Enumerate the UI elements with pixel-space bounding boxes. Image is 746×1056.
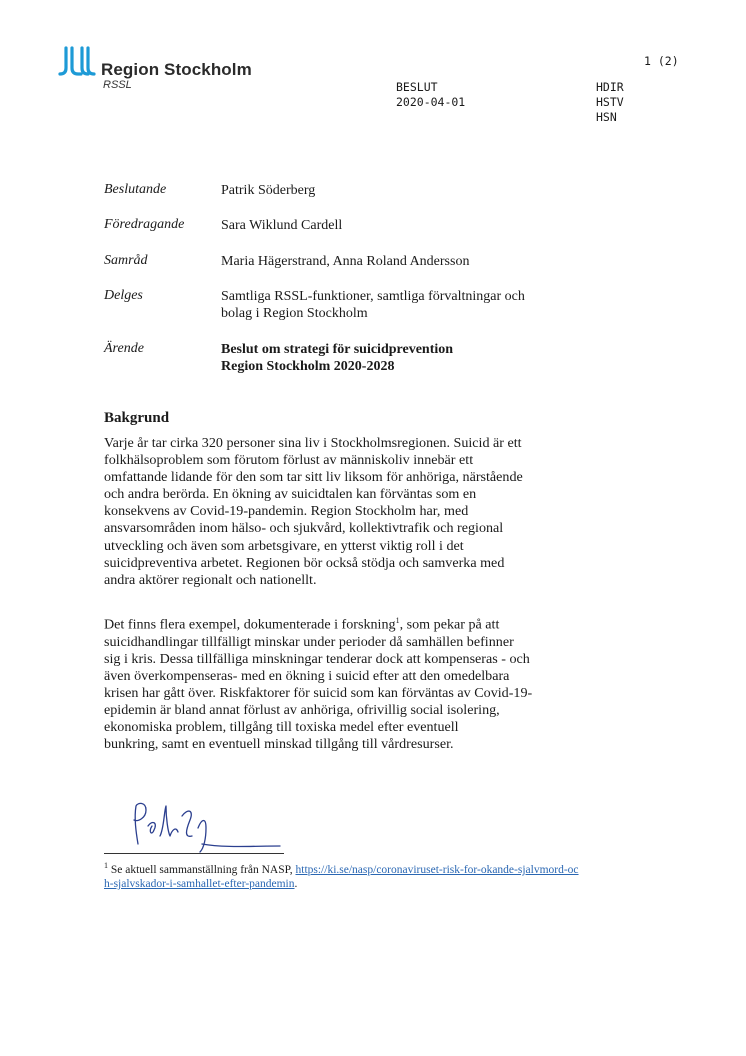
- section-title-bakgrund: Bakgrund: [104, 410, 170, 426]
- foredragande-label: Föredragande: [104, 217, 185, 232]
- footnote-reference[interactable]: 1: [395, 616, 400, 625]
- recipient: HSTV: [596, 95, 624, 109]
- beslutande-value: Patrik Söderberg: [221, 183, 316, 198]
- recipients-block: [596, 80, 624, 125]
- footnote-trailing: .: [294, 878, 298, 891]
- document-type-block: [396, 80, 465, 110]
- footnote-text: Se aktuell sammanställning från NASP,: [108, 863, 296, 876]
- recipient: HSN: [596, 110, 617, 124]
- samrad-value: Maria Hägerstrand, Anna Roland Andersson: [221, 254, 470, 269]
- logo-text: Region Stockholm: [101, 60, 252, 79]
- paragraph-2-part-1: Det finns flera exempel, dokumenterade i forskning: [104, 616, 396, 633]
- arende-line-1: Beslut om strategi för suicidprevention: [221, 342, 454, 357]
- footnote-marker: 1: [104, 861, 108, 870]
- arende-label: Ärende: [104, 341, 144, 356]
- arende-value: [221, 341, 581, 375]
- region-stockholm-logo-icon: [57, 46, 97, 78]
- footnote-divider: [104, 853, 284, 854]
- delges-value: Samtliga RSSL-funktioner, samtliga förvaltningar och bolag i Region Stockholm: [221, 289, 525, 321]
- foredragande-value: Sara Wiklund Cardell: [221, 218, 343, 233]
- arende-line-2: Region Stockholm 2020-2028: [221, 359, 395, 374]
- document-date: 2020-04-01: [396, 95, 466, 109]
- recipient: HDIR: [596, 80, 624, 94]
- paragraph-2: [104, 612, 574, 753]
- paragraph-2-part-2: , som pekar på att suicidhandlingar tillfälligt minskar under perioder då samhällen befinner sig i kris. Dessa tillfälliga minskningar tenderar dock att kompenseras - och även överkompenseras- med en ökning i suicid efter att den omedelbara krisen har gått över. Riskfaktorer för suicid som kan förväntas av Covid-19- epidemin är bland annat förlust av anhöriga, ofrivillig social isolering, ekonomiska problem, tillgång till toxiska medel efter eventuell bunkring, samt en eventuell minskad tillgång till vårdresurser.: [104, 616, 533, 753]
- document-type: BESLUT: [396, 80, 438, 94]
- footnote-link[interactable]: https://ki.se/nasp/coronaviruset-risk-for-okande-sjalvmord-och-sjalvskador-i-samhallet-efter-pandemin: [104, 863, 579, 891]
- beslutande-label: Beslutande: [104, 182, 167, 197]
- footnote: [104, 859, 584, 892]
- handwritten-signature: [124, 798, 284, 858]
- samrad-label: Samråd: [104, 253, 148, 268]
- region-stockholm-logo: [57, 46, 267, 96]
- paragraph-1: Varje år tar cirka 320 personer sina liv i Stockholmsregionen. Suicid är ett folkhälsoproblem som förutom förlust av människoliv innebär ett omfattande lidande för den som tar sitt liv liksom för anhöriga, närstående och andra berörda. En ökning av suicidtalen kan förväntas som en konsekvens av Covid-19-pandemin. Region Stockholm har, med ansvarsområden inom hälso- och sjukvård, kollektivtrafik och regional utveckling och även som arbetsgivare, en ytterst viktig roll i det suicidpreventiva arbetet. Regionen bör också stödja och samverka med andra aktörer regionalt och nationellt.: [104, 435, 523, 588]
- logo-subtitle: RSSL: [103, 79, 132, 91]
- page-number: 1 (2): [644, 54, 679, 68]
- delges-label: Delges: [104, 288, 143, 303]
